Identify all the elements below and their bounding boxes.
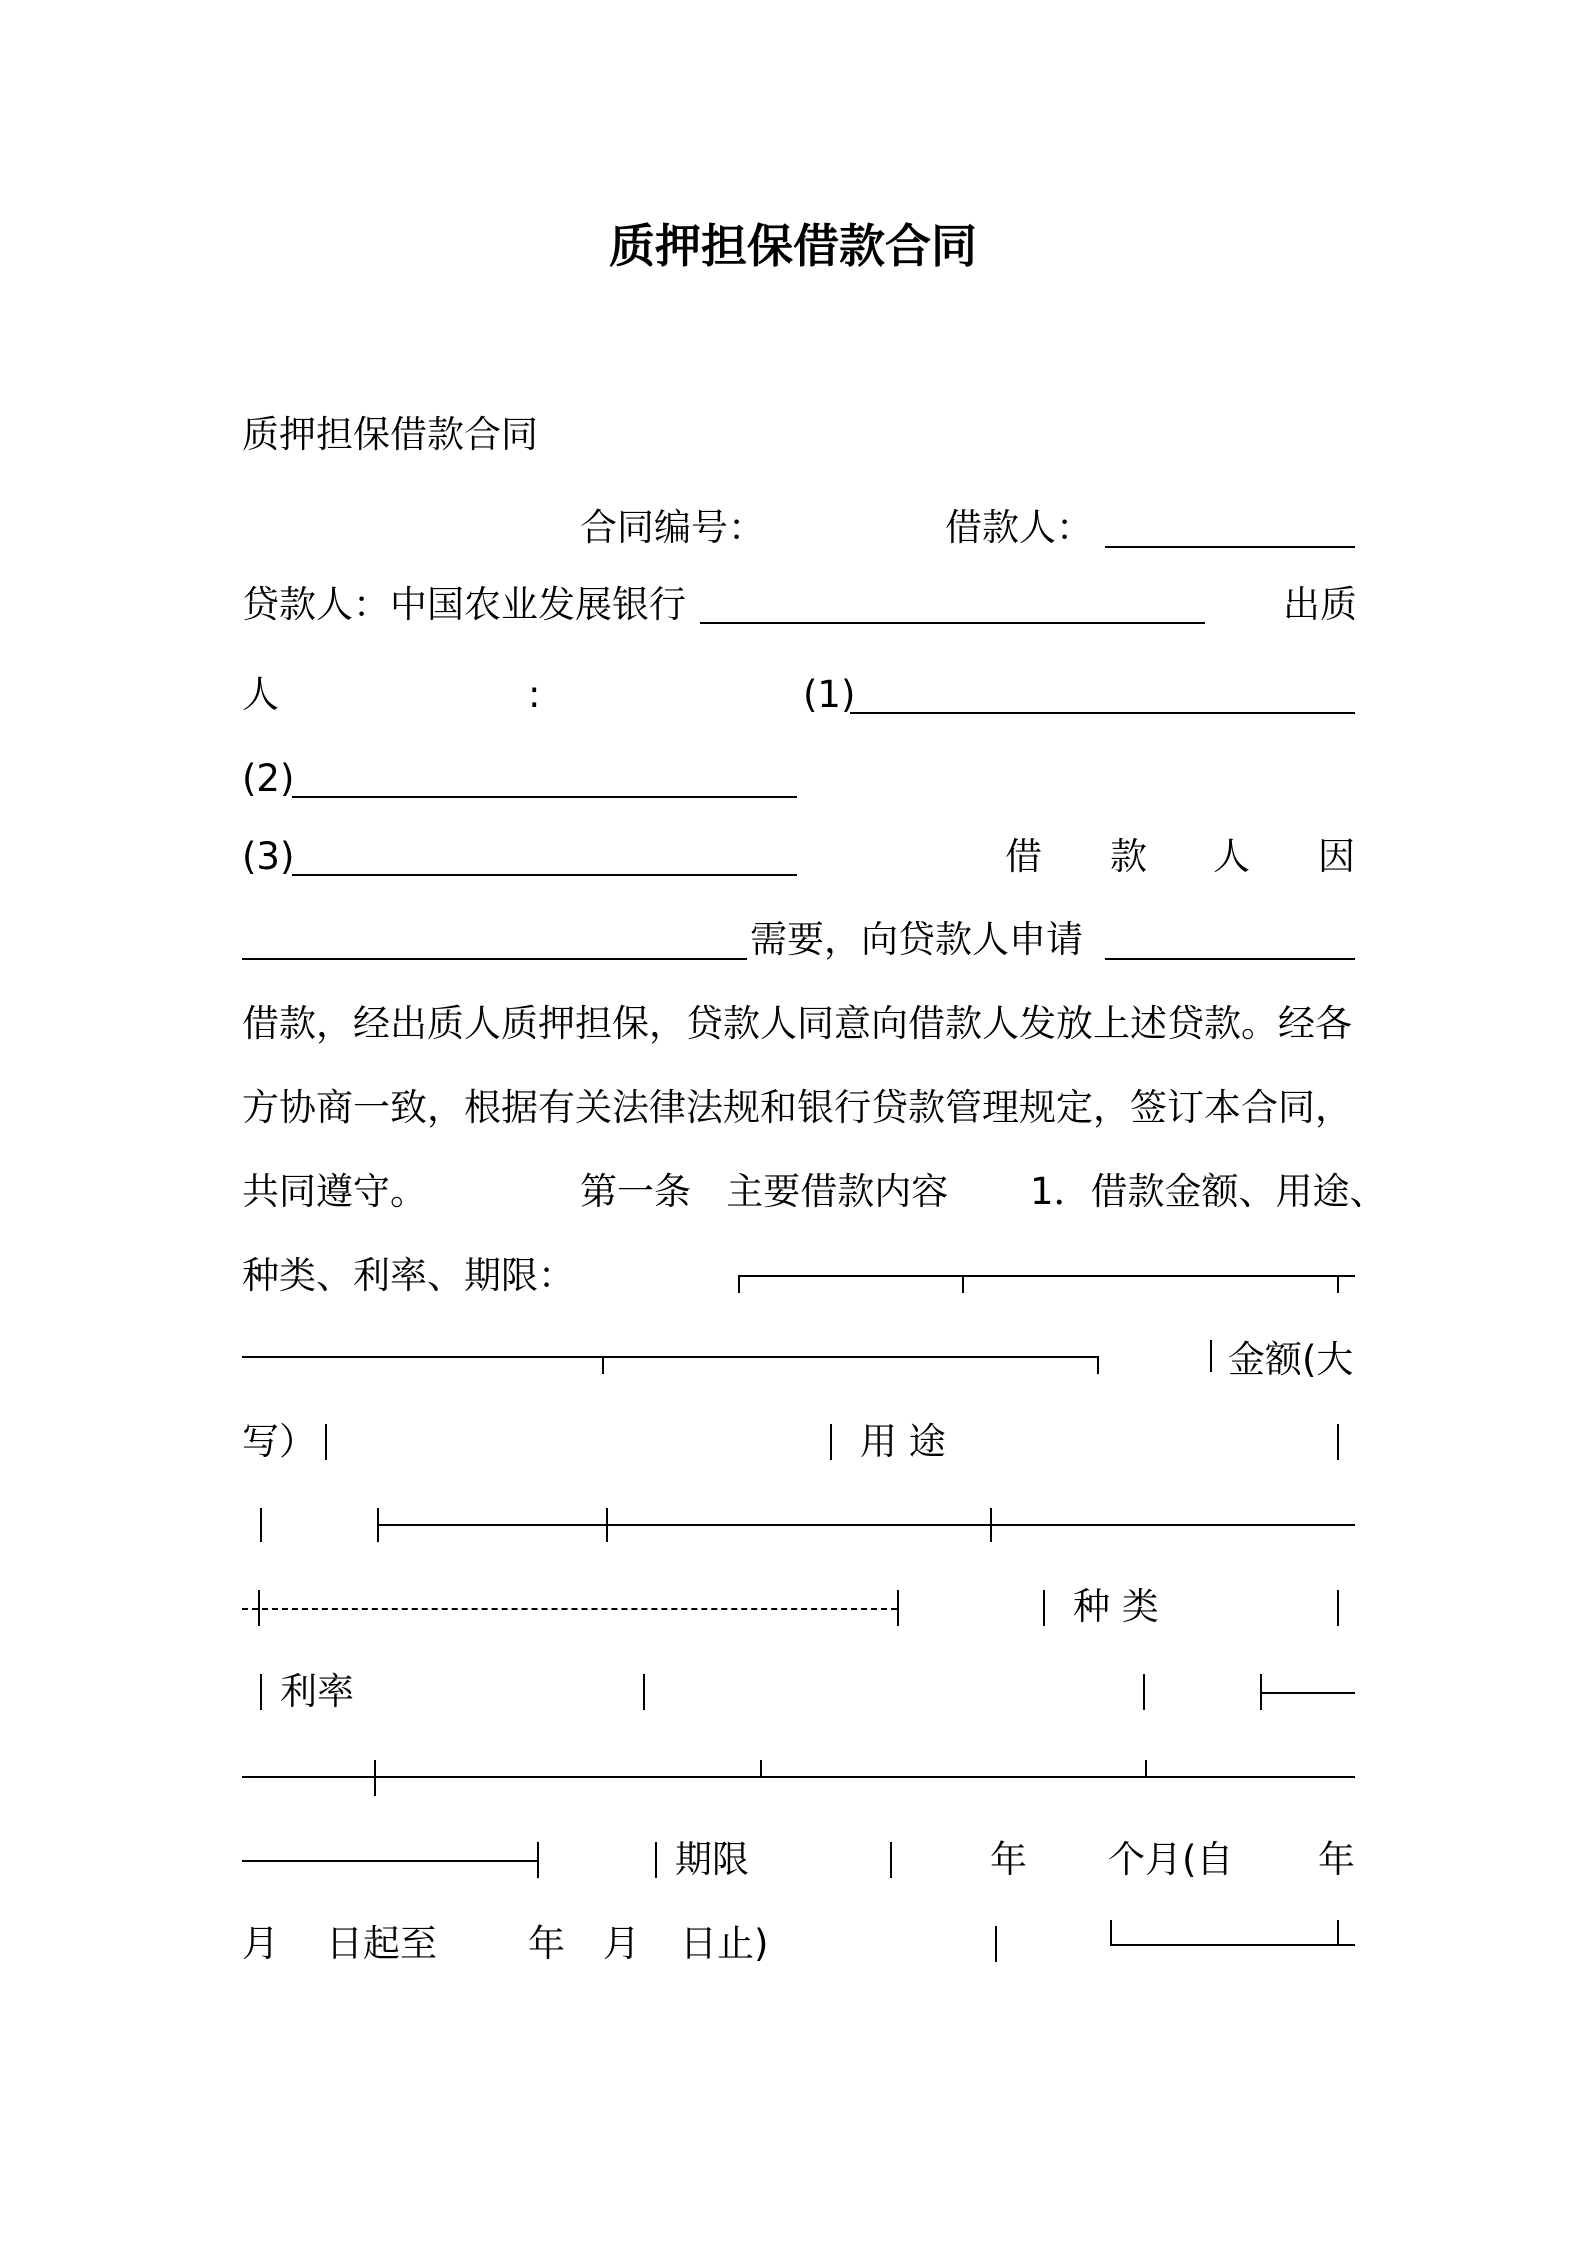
pledgor-label-2: 人 — [242, 673, 279, 716]
term-months-from: 个月(自 — [1108, 1838, 1234, 1881]
lender-label: 贷款人：中国农业发展银行 — [242, 583, 686, 626]
table-line — [1097, 1356, 1099, 1374]
table-line — [374, 1760, 376, 1796]
pledgor-colon: : — [528, 673, 541, 716]
table-line — [1110, 1920, 1112, 1944]
term-year-3: 年 — [528, 1922, 565, 1965]
table-line — [242, 1776, 1355, 1778]
item-1-label: 1．借款金额、用途、 — [1030, 1170, 1387, 1213]
table-line — [377, 1524, 1355, 1526]
table-line — [1210, 1340, 1212, 1372]
borrower-reason-char-1: 借 — [1005, 835, 1042, 878]
table-line — [260, 1674, 262, 1710]
table-line — [890, 1842, 892, 1878]
table-line — [537, 1842, 539, 1878]
article-1-heading: 第一条 主要借款内容 — [580, 1170, 949, 1213]
borrower-label: 借款人： — [945, 506, 1093, 549]
table-line — [1337, 1920, 1339, 1944]
borrower-reason-char-4: 因 — [1318, 835, 1355, 878]
table-line — [1337, 1275, 1339, 1293]
table-line — [325, 1424, 327, 1460]
term-month-3: 月 — [603, 1922, 640, 1965]
amount-request-blank — [1105, 958, 1355, 960]
table-line — [242, 1608, 897, 1610]
paragraph-line-2: 方协商一致，根据有关法律法规和银行贷款管理规定，签订本合同， — [242, 1086, 1352, 1129]
table-line — [1110, 1944, 1355, 1946]
term-label: 期限 — [675, 1838, 749, 1881]
table-line — [1337, 1424, 1339, 1460]
borrower-reason-char-3: 人 — [1213, 835, 1250, 878]
lender-blank — [700, 622, 1205, 624]
table-line — [1145, 1760, 1147, 1778]
table-line — [830, 1424, 832, 1460]
table-line — [260, 1508, 262, 1542]
table-line — [897, 1590, 899, 1626]
pledgor-2-blank — [292, 796, 797, 798]
table-line — [990, 1508, 992, 1542]
table-line — [738, 1275, 740, 1293]
need-apply-text: 需要，向贷款人申请 — [750, 918, 1083, 961]
table-line — [738, 1275, 1355, 1277]
pledgor-2-label: (2) — [242, 757, 295, 800]
borrower-blank — [1105, 546, 1355, 548]
table-line — [242, 1356, 1097, 1358]
borrower-reason-char-2: 款 — [1110, 835, 1147, 878]
term-year-2: 年 — [1318, 1838, 1355, 1881]
amount-label: 金额(大 — [1228, 1338, 1354, 1381]
table-line — [258, 1590, 260, 1626]
term-month-day: 月 日起至 — [242, 1922, 438, 1965]
pledgor-label-1: 出质 — [1283, 583, 1357, 626]
purpose-label: 用 途 — [860, 1420, 946, 1463]
pledgor-3-blank — [292, 874, 797, 876]
table-line — [242, 1860, 537, 1862]
reason-blank — [242, 958, 747, 960]
paragraph-line-1: 借款，经出质人质押担保，贷款人同意向借款人发放上述贷款。经各 — [242, 1002, 1352, 1045]
document-subtitle: 质押担保借款合同 — [242, 413, 538, 456]
contract-no-label: 合同编号： — [580, 506, 765, 549]
paragraph-line-3: 共同遵守。 — [242, 1170, 427, 1213]
table-line — [1260, 1692, 1355, 1694]
table-line — [1337, 1590, 1339, 1626]
table-line — [602, 1356, 604, 1374]
pledgor-1-label: (1) — [803, 673, 856, 716]
type-label: 种 类 — [1073, 1585, 1159, 1628]
table-line — [760, 1760, 762, 1778]
table-line — [1143, 1674, 1145, 1710]
pledgor-1-blank — [850, 712, 1355, 714]
table-line — [962, 1275, 964, 1293]
pledgor-3-label: (3) — [242, 835, 295, 878]
table-line — [643, 1674, 645, 1710]
term-day-until: 日止) — [680, 1922, 769, 1965]
item-1-continued: 种类、利率、期限： — [242, 1254, 575, 1297]
document-title: 质押担保借款合同 — [609, 219, 977, 273]
table-line — [1043, 1590, 1045, 1626]
term-year: 年 — [990, 1838, 1027, 1881]
table-line — [606, 1508, 608, 1542]
table-line — [377, 1508, 379, 1542]
table-line — [655, 1842, 657, 1878]
rate-label: 利率 — [280, 1670, 354, 1713]
amount-label-cont: 写） — [242, 1420, 316, 1463]
table-line — [995, 1926, 997, 1962]
